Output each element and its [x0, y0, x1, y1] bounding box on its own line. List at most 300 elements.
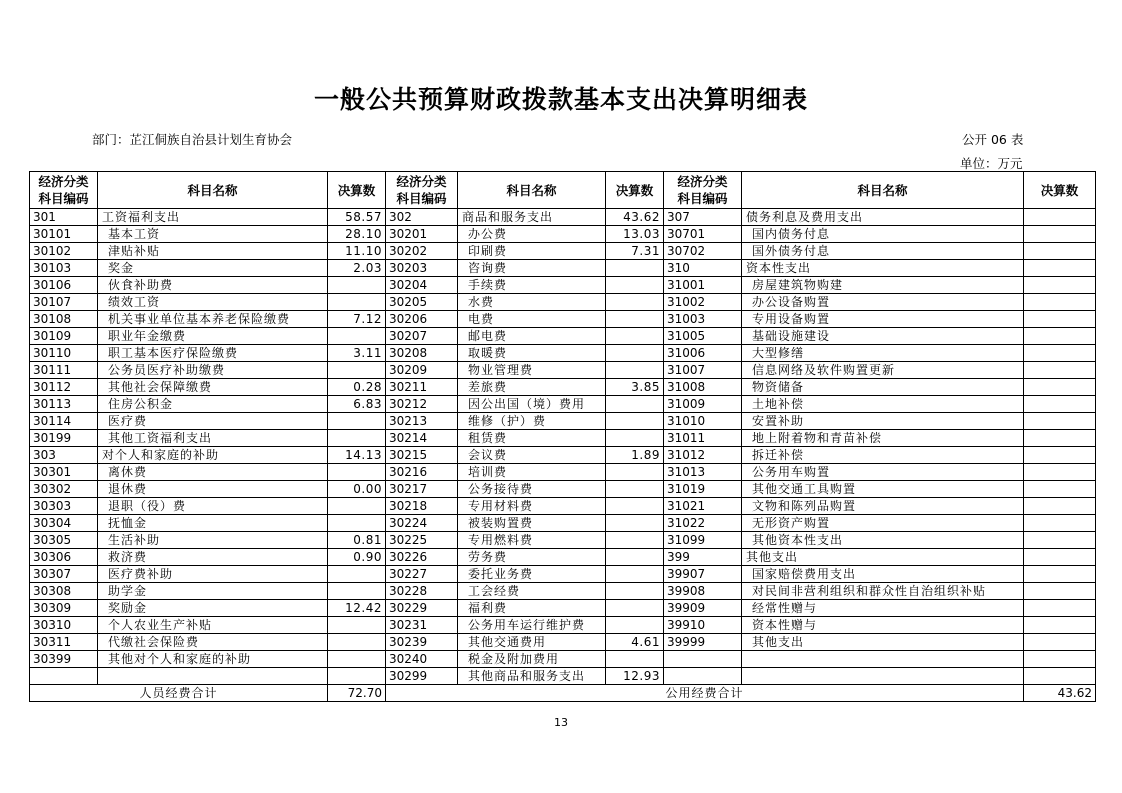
- final-amount: [1024, 668, 1096, 685]
- form-number: 公开 06 表: [962, 132, 1024, 147]
- subject-name: 印刷费: [458, 243, 606, 260]
- subject-name: 其他交通费用: [458, 634, 606, 651]
- subject-name: 个人农业生产补贴: [98, 617, 328, 634]
- final-amount: [606, 396, 664, 413]
- final-amount: [606, 532, 664, 549]
- subject-name: 劳务费: [458, 549, 606, 566]
- subject-name: 国家赔偿费用支出: [742, 566, 1024, 583]
- subject-name: 维修（护）费: [458, 413, 606, 430]
- final-amount: [606, 651, 664, 668]
- subject-code: 30302: [30, 481, 98, 498]
- subject-code: 30306: [30, 549, 98, 566]
- final-amount: [1024, 396, 1096, 413]
- subject-name: 专用材料费: [458, 498, 606, 515]
- subject-code: 39999: [664, 634, 742, 651]
- subject-name: 会议费: [458, 447, 606, 464]
- subject-name: 拆迁补偿: [742, 447, 1024, 464]
- final-amount: [606, 498, 664, 515]
- subject-name: 资本性赠与: [742, 617, 1024, 634]
- subject-name: 机关事业单位基本养老保险缴费: [98, 311, 328, 328]
- final-amount: [606, 362, 664, 379]
- subject-code: 30204: [386, 277, 458, 294]
- subject-name: 住房公积金: [98, 396, 328, 413]
- subject-name: 委托业务费: [458, 566, 606, 583]
- final-amount: 12.93: [606, 668, 664, 685]
- subject-code: 30240: [386, 651, 458, 668]
- final-amount: [606, 549, 664, 566]
- subject-code: 30213: [386, 413, 458, 430]
- final-amount: [1024, 277, 1096, 294]
- final-amount: [1024, 447, 1096, 464]
- final-amount: 43.62: [606, 209, 664, 226]
- subject-code: 30231: [386, 617, 458, 634]
- subject-code: 30299: [386, 668, 458, 685]
- final-amount: [328, 430, 386, 447]
- totals-row: [30, 685, 1096, 702]
- subject-code: 30215: [386, 447, 458, 464]
- subject-name: 代缴社会保险费: [98, 634, 328, 651]
- subject-code: 30208: [386, 345, 458, 362]
- subject-code: 31003: [664, 311, 742, 328]
- subject-name: 对个人和家庭的补助: [98, 447, 328, 464]
- subject-name: 其他社会保障缴费: [98, 379, 328, 396]
- page-title: 一般公共预算财政拨款基本支出决算明细表: [313, 85, 808, 114]
- final-amount: 13.03: [606, 226, 664, 243]
- personnel-total-amount: 72.70: [328, 685, 386, 702]
- subject-code: 31013: [664, 464, 742, 481]
- subject-code: 30203: [386, 260, 458, 277]
- subject-name: 国外债务付息: [742, 243, 1024, 260]
- subject-name: [98, 668, 328, 685]
- subject-name: 专用设备购置: [742, 311, 1024, 328]
- final-amount: 28.10: [328, 226, 386, 243]
- final-amount: [328, 617, 386, 634]
- department-label: 部门：芷江侗族自治县计划生育协会: [92, 132, 293, 147]
- table-row: [30, 260, 1096, 277]
- subject-name: 绩效工资: [98, 294, 328, 311]
- final-amount: [606, 583, 664, 600]
- subject-code: 30199: [30, 430, 98, 447]
- subject-code: 30239: [386, 634, 458, 651]
- final-amount: 3.85: [606, 379, 664, 396]
- unit-label: 单位：万元: [960, 156, 1023, 171]
- subject-name: 安置补助: [742, 413, 1024, 430]
- subject-code: 30114: [30, 413, 98, 430]
- subject-name: 大型修缮: [742, 345, 1024, 362]
- subject-name: [742, 651, 1024, 668]
- subject-name: 信息网络及软件购置更新: [742, 362, 1024, 379]
- table-row: [30, 617, 1096, 634]
- table-row: [30, 430, 1096, 447]
- header-name: 科目名称: [742, 172, 1024, 209]
- subject-code: 31011: [664, 430, 742, 447]
- subject-name: 国内债务付息: [742, 226, 1024, 243]
- expenditure-table: [29, 171, 1096, 702]
- subject-name: 专用燃料费: [458, 532, 606, 549]
- header-name: 科目名称: [98, 172, 328, 209]
- table-row: [30, 311, 1096, 328]
- subject-code: 31001: [664, 277, 742, 294]
- subject-code: 30110: [30, 345, 98, 362]
- final-amount: 3.11: [328, 345, 386, 362]
- final-amount: [1024, 566, 1096, 583]
- subject-name: 公务用车运行维护费: [458, 617, 606, 634]
- final-amount: 0.00: [328, 481, 386, 498]
- final-amount: [606, 345, 664, 362]
- subject-name: 商品和服务支出: [458, 209, 606, 226]
- table-row: [30, 498, 1096, 515]
- final-amount: [328, 668, 386, 685]
- subject-code: 39909: [664, 600, 742, 617]
- table-row: [30, 583, 1096, 600]
- table-row: [30, 481, 1096, 498]
- subject-name: 地上附着物和青苗补偿: [742, 430, 1024, 447]
- final-amount: [1024, 362, 1096, 379]
- subject-name: 医疗费补助: [98, 566, 328, 583]
- final-amount: 7.12: [328, 311, 386, 328]
- final-amount: [328, 294, 386, 311]
- subject-name: 办公设备购置: [742, 294, 1024, 311]
- subject-name: 债务利息及费用支出: [742, 209, 1024, 226]
- subject-name: 手续费: [458, 277, 606, 294]
- table-row: [30, 209, 1096, 226]
- subject-code: 30227: [386, 566, 458, 583]
- subject-name: 职工基本医疗保险缴费: [98, 345, 328, 362]
- table-header-row: [30, 172, 1096, 209]
- subject-code: 307: [664, 209, 742, 226]
- final-amount: [1024, 583, 1096, 600]
- subject-name: 文物和陈列品购置: [742, 498, 1024, 515]
- final-amount: 0.90: [328, 549, 386, 566]
- subject-name: 退职（役）费: [98, 498, 328, 515]
- table-row: [30, 362, 1096, 379]
- subject-name: 救济费: [98, 549, 328, 566]
- subject-code: 30301: [30, 464, 98, 481]
- subject-name: 工会经费: [458, 583, 606, 600]
- final-amount: [328, 634, 386, 651]
- subject-code: 39907: [664, 566, 742, 583]
- subject-name: 其他资本性支出: [742, 532, 1024, 549]
- final-amount: [1024, 328, 1096, 345]
- subject-name: 水费: [458, 294, 606, 311]
- header-code: 经济分类 科目编码: [386, 172, 458, 209]
- final-amount: [328, 583, 386, 600]
- header-amount: 决算数: [606, 172, 664, 209]
- final-amount: [606, 600, 664, 617]
- final-amount: [606, 515, 664, 532]
- final-amount: [1024, 209, 1096, 226]
- subject-code: 31007: [664, 362, 742, 379]
- subject-code: 30205: [386, 294, 458, 311]
- subject-code: 30101: [30, 226, 98, 243]
- final-amount: 7.31: [606, 243, 664, 260]
- subject-code: 30307: [30, 566, 98, 583]
- subject-name: 助学金: [98, 583, 328, 600]
- final-amount: [328, 464, 386, 481]
- subject-name: 其他支出: [742, 549, 1024, 566]
- subject-code: 39908: [664, 583, 742, 600]
- header-code: 经济分类 科目编码: [30, 172, 98, 209]
- subject-name: 其他支出: [742, 634, 1024, 651]
- subject-name: 培训费: [458, 464, 606, 481]
- final-amount: [1024, 413, 1096, 430]
- page-number: 13: [554, 716, 568, 729]
- final-amount: 58.57: [328, 209, 386, 226]
- subject-code: 30106: [30, 277, 98, 294]
- subject-code: 30111: [30, 362, 98, 379]
- final-amount: [1024, 481, 1096, 498]
- subject-name: 资本性支出: [742, 260, 1024, 277]
- final-amount: [606, 260, 664, 277]
- final-amount: [606, 294, 664, 311]
- table-row: [30, 464, 1096, 481]
- subject-name: 被装购置费: [458, 515, 606, 532]
- subject-code: 31009: [664, 396, 742, 413]
- subject-code: 30228: [386, 583, 458, 600]
- subject-name: 经常性赠与: [742, 600, 1024, 617]
- final-amount: [1024, 617, 1096, 634]
- subject-code: 30304: [30, 515, 98, 532]
- final-amount: [1024, 226, 1096, 243]
- subject-code: 30211: [386, 379, 458, 396]
- subject-code: 30112: [30, 379, 98, 396]
- final-amount: [328, 413, 386, 430]
- final-amount: [1024, 311, 1096, 328]
- final-amount: [606, 464, 664, 481]
- subject-name: 房屋建筑物购建: [742, 277, 1024, 294]
- subject-name: 办公费: [458, 226, 606, 243]
- table-row: [30, 532, 1096, 549]
- header-amount: 决算数: [1024, 172, 1096, 209]
- final-amount: [606, 328, 664, 345]
- subject-code: 31022: [664, 515, 742, 532]
- header-amount: 决算数: [328, 172, 386, 209]
- final-amount: [1024, 260, 1096, 277]
- subject-name: 税金及附加费用: [458, 651, 606, 668]
- final-amount: [328, 277, 386, 294]
- final-amount: 0.28: [328, 379, 386, 396]
- subject-name: 福利费: [458, 600, 606, 617]
- subject-name: 职业年金缴费: [98, 328, 328, 345]
- subject-code: 39910: [664, 617, 742, 634]
- final-amount: 0.81: [328, 532, 386, 549]
- final-amount: [328, 651, 386, 668]
- subject-code: 31099: [664, 532, 742, 549]
- table-row: [30, 345, 1096, 362]
- subject-name: 公务用车购置: [742, 464, 1024, 481]
- subject-code: 30226: [386, 549, 458, 566]
- subject-code: 30109: [30, 328, 98, 345]
- final-amount: [1024, 498, 1096, 515]
- subject-code: 30702: [664, 243, 742, 260]
- subject-name: 无形资产购置: [742, 515, 1024, 532]
- subject-name: 伙食补助费: [98, 277, 328, 294]
- table-row: [30, 668, 1096, 685]
- public-total-label: 公用经费合计: [386, 685, 1024, 702]
- subject-name: 奖金: [98, 260, 328, 277]
- final-amount: 11.10: [328, 243, 386, 260]
- final-amount: [606, 481, 664, 498]
- subject-name: 奖励金: [98, 600, 328, 617]
- final-amount: [1024, 600, 1096, 617]
- subject-code: 30214: [386, 430, 458, 447]
- final-amount: [1024, 430, 1096, 447]
- subject-code: 399: [664, 549, 742, 566]
- table-row: [30, 413, 1096, 430]
- final-amount: [606, 617, 664, 634]
- subject-name: 医疗费: [98, 413, 328, 430]
- subject-code: [30, 668, 98, 685]
- final-amount: 12.42: [328, 600, 386, 617]
- subject-name: 因公出国（境）费用: [458, 396, 606, 413]
- public-total-amount: 43.62: [1024, 685, 1096, 702]
- subject-name: 基础设施建设: [742, 328, 1024, 345]
- subject-code: 30701: [664, 226, 742, 243]
- final-amount: [1024, 549, 1096, 566]
- table-row: [30, 243, 1096, 260]
- subject-name: 公务员医疗补助缴费: [98, 362, 328, 379]
- final-amount: 4.61: [606, 634, 664, 651]
- final-amount: [606, 430, 664, 447]
- final-amount: [328, 328, 386, 345]
- subject-code: 30113: [30, 396, 98, 413]
- subject-code: 30218: [386, 498, 458, 515]
- final-amount: [1024, 345, 1096, 362]
- subject-code: 30225: [386, 532, 458, 549]
- subject-name: 对民间非营利组织和群众性自治组织补贴: [742, 583, 1024, 600]
- subject-code: 30107: [30, 294, 98, 311]
- table-row: [30, 600, 1096, 617]
- final-amount: [328, 362, 386, 379]
- subject-code: 31005: [664, 328, 742, 345]
- subject-name: 物资储备: [742, 379, 1024, 396]
- subject-name: 公务接待费: [458, 481, 606, 498]
- subject-name: 其他对个人和家庭的补助: [98, 651, 328, 668]
- table-row: [30, 396, 1096, 413]
- final-amount: [1024, 515, 1096, 532]
- subject-name: [742, 668, 1024, 685]
- subject-code: 30212: [386, 396, 458, 413]
- subject-code: 30102: [30, 243, 98, 260]
- subject-code: 30201: [386, 226, 458, 243]
- final-amount: [1024, 651, 1096, 668]
- subject-code: 31008: [664, 379, 742, 396]
- subject-code: 30308: [30, 583, 98, 600]
- subject-name: 差旅费: [458, 379, 606, 396]
- final-amount: [1024, 532, 1096, 549]
- subject-code: [664, 651, 742, 668]
- subject-code: 30216: [386, 464, 458, 481]
- subject-code: 30309: [30, 600, 98, 617]
- final-amount: [1024, 464, 1096, 481]
- subject-code: 30311: [30, 634, 98, 651]
- table-row: [30, 294, 1096, 311]
- table-row: [30, 634, 1096, 651]
- subject-name: 其他工资福利支出: [98, 430, 328, 447]
- table-row: [30, 379, 1096, 396]
- final-amount: [606, 566, 664, 583]
- subject-code: 310: [664, 260, 742, 277]
- subject-code: 30206: [386, 311, 458, 328]
- subject-name: 其他商品和服务支出: [458, 668, 606, 685]
- subject-name: 物业管理费: [458, 362, 606, 379]
- subject-name: 离休费: [98, 464, 328, 481]
- subject-code: 30217: [386, 481, 458, 498]
- subject-code: 31006: [664, 345, 742, 362]
- subject-name: 抚恤金: [98, 515, 328, 532]
- header-code: 经济分类 科目编码: [664, 172, 742, 209]
- subject-code: 30202: [386, 243, 458, 260]
- subject-code: 31019: [664, 481, 742, 498]
- subject-name: 工资福利支出: [98, 209, 328, 226]
- final-amount: 1.89: [606, 447, 664, 464]
- subject-code: 30209: [386, 362, 458, 379]
- final-amount: [1024, 243, 1096, 260]
- subject-code: 30399: [30, 651, 98, 668]
- subject-code: [664, 668, 742, 685]
- final-amount: 14.13: [328, 447, 386, 464]
- subject-code: 30108: [30, 311, 98, 328]
- subject-name: 基本工资: [98, 226, 328, 243]
- subject-code: 302: [386, 209, 458, 226]
- subject-code: 30305: [30, 532, 98, 549]
- table-row: [30, 549, 1096, 566]
- subject-code: 31021: [664, 498, 742, 515]
- subject-name: 津贴补贴: [98, 243, 328, 260]
- subject-name: 租赁费: [458, 430, 606, 447]
- final-amount: 2.03: [328, 260, 386, 277]
- final-amount: [328, 498, 386, 515]
- subject-code: 303: [30, 447, 98, 464]
- subject-name: 土地补偿: [742, 396, 1024, 413]
- table-row: [30, 651, 1096, 668]
- header-name: 科目名称: [458, 172, 606, 209]
- table-row: [30, 226, 1096, 243]
- table-row: [30, 447, 1096, 464]
- subject-name: 咨询费: [458, 260, 606, 277]
- final-amount: [1024, 634, 1096, 651]
- subject-code: 30103: [30, 260, 98, 277]
- final-amount: [606, 311, 664, 328]
- subject-name: 退休费: [98, 481, 328, 498]
- subject-name: 生活补助: [98, 532, 328, 549]
- table-row: [30, 566, 1096, 583]
- subject-code: 30303: [30, 498, 98, 515]
- table-body: [30, 172, 1096, 702]
- subject-name: 邮电费: [458, 328, 606, 345]
- final-amount: [1024, 379, 1096, 396]
- final-amount: [328, 515, 386, 532]
- subject-code: 30224: [386, 515, 458, 532]
- subject-code: 301: [30, 209, 98, 226]
- subject-name: 取暖费: [458, 345, 606, 362]
- table-row: [30, 328, 1096, 345]
- subject-code: 31012: [664, 447, 742, 464]
- subject-name: 电费: [458, 311, 606, 328]
- final-amount: [1024, 294, 1096, 311]
- subject-code: 30229: [386, 600, 458, 617]
- subject-code: 31010: [664, 413, 742, 430]
- final-amount: [606, 277, 664, 294]
- final-amount: [606, 413, 664, 430]
- final-amount: 6.83: [328, 396, 386, 413]
- final-amount: [328, 566, 386, 583]
- personnel-total-label: 人员经费合计: [30, 685, 328, 702]
- subject-code: 31002: [664, 294, 742, 311]
- subject-name: 其他交通工具购置: [742, 481, 1024, 498]
- subject-code: 30207: [386, 328, 458, 345]
- table-row: [30, 277, 1096, 294]
